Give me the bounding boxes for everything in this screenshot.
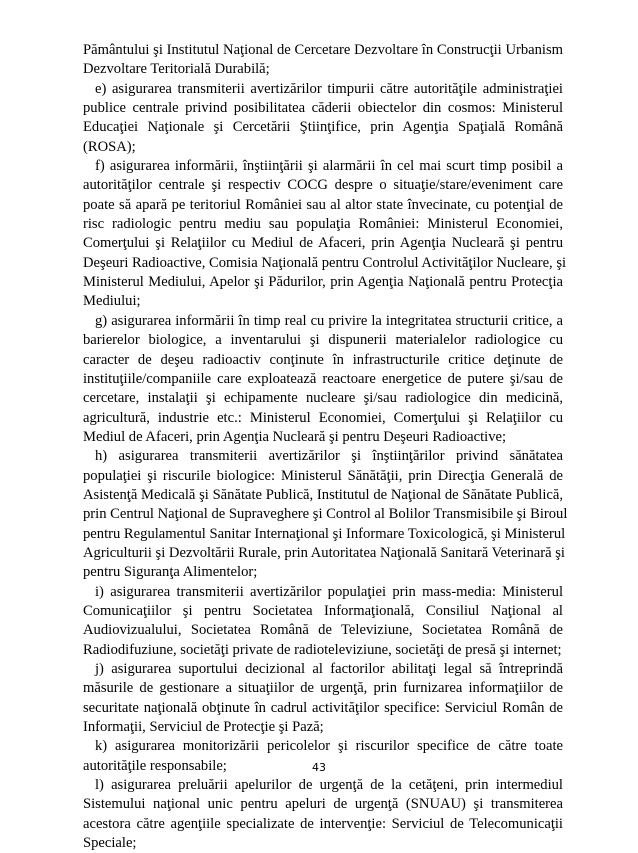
text-line: f) asigurarea informării, înştiinţării şi alarmării în cel mai scurt timp posibil a [95,158,563,175]
text-line: măsurile de gestionare a situaţiilor de urgenţă, prin furnizarea informaţiilor de [83,680,563,697]
text-line: prin Centrul Naţional de Supraveghere şi Control al Bolilor Transmisibile şi Biroul [83,506,568,523]
text-line: acestora către agenţiile specializate de intervenţie: Serviciul de Telecomunicaţii [83,815,563,832]
text-line: k) asigurarea monitorizării pericolelor şi riscurilor specifice de către toate [95,738,563,755]
text-line: j) asigurarea suportului decizional al factorilor abilitaţi legal să întreprindă [95,661,563,677]
text-line: Mediul de Afaceri, prin Agenţia Nucleară şi pentru Deşeuri Radioactive; [83,428,507,445]
text-line: h) asigurarea transmiterii avertizărilor şi înştiinţărilor privind sănătatea [95,448,563,465]
paragraph-l [83,776,563,853]
paragraph-continuation [83,41,563,80]
paragraph-e [83,80,563,157]
paragraph-h [83,447,568,582]
text-line: poate să apară pe teritoriul României sau al altor state învecinate, cu potenţial de [83,196,563,213]
text-line: Educaţiei Naţionale şi Cercetării Ştiinţifice, prin Agenţia Spaţială Română [83,119,563,136]
text-line: Audiovizualului, Societatea Română de Televiziune, Societatea Română de [83,622,563,639]
text-line: autorităţilor centrale şi respectiv COCG despre o situaţie/stare/eveniment care [83,177,563,194]
text-line: Speciale; [83,835,137,852]
text-line: Ministerul Mediului, Apelor şi Pădurilor, prin Agenţia Naţională pentru Protecţia [83,274,563,291]
page-number: 43 [312,761,326,774]
paragraph-g [83,312,563,447]
text-line: Comerţului şi Relaţiilor cu Mediul de Afaceri, prin Agenţia Nucleară şi pentru [83,235,563,252]
text-line: Deşeuri Radioactive, Comisia Naţională pentru Controlul Activităţilor Nucleare, şi [83,254,567,271]
text-line: Asistenţă Medicală şi Sănătate Publică, Institutul de Naţional de Sănătate Publică, [83,486,563,503]
text-line: securitate naţională obţinute în cadrul activităţilor specifice: Serviciul Român de [83,699,563,716]
text-line: Comunicaţiilor şi pentru Societatea Informaţională, Consiliul Naţional al [83,602,563,619]
text-line: cercetare, instalaţii şi echipamente nucleare şi/sau radiologice din medicină, [83,390,563,407]
text-line: Radiodifuziune, societăţi private de radioteleviziune, societăţi de presă şi internet; [83,641,562,658]
text-line: instituţiile/companiile care exploatează reactoare energetice de putere şi/sau de [83,370,563,387]
text-line: l) asigurarea preluării apelurilor de urgenţă de la cetăţeni, prin intermediul [95,777,563,794]
text-line: risc radiologic pentru mediu sau populaţia României: Ministerul Economiei, [83,216,563,233]
text-line: barierelor biologice, a inventarului şi dispunerii materialelor radiologice cu [83,332,563,349]
text-line: pentru Siguranţa Alimentelor; [83,564,258,581]
text-line: populaţiei şi riscurile biologice: Ministerul Sănătăţii, prin Direcţia Generală de [83,467,563,484]
text-line: i) asigurarea transmiterii avertizărilor populaţiei prin mass-media: Ministerul [95,583,563,600]
text-line: publice centrale privind posibilitatea căderii obiectelor din cosmos: Ministerul [83,100,563,117]
text-line: Sistemului naţional unic pentru apeluri de urgenţă (SNUAU) şi transmiterea [83,796,563,813]
paragraph-i [83,583,563,660]
paragraph-f [83,157,567,312]
text-line: Mediului; [83,293,141,310]
text-line: Informaţii, Serviciul de Protecţie şi Pază; [83,719,324,736]
text-line: g) asigurarea informării în timp real cu privire la integritatea structurii critice, a [95,312,563,329]
text-line: autorităţile responsabile; [83,757,227,774]
document-page [83,41,568,853]
text-line: Pământului şi Institutul Naţional de Cercetare Dezvoltare în Construcţii Urbanism [83,42,563,58]
text-line: pentru Regulamentul Sanitar Internaţional şi Informare Toxicologică, şi Ministerul [83,525,566,542]
text-line: (ROSA); [83,138,136,155]
text-line: agricultură, industrie etc.: Ministerul Economiei, Comerţului şi Relaţiilor cu [83,409,563,426]
text-line: Dezvoltare Teritorială Durabilă; [83,61,270,78]
text-line: Agriculturii şi Dezvoltării Rurale, prin Autoritatea Naţională Sanitară Veterinară şi [83,544,565,561]
text-line: caracter de deşeu radioactiv conţinute în infrastructurile critice deţinute de [83,351,563,368]
paragraph-j [83,660,563,737]
text-line: e) asigurarea transmiterii avertizărilor timpurii către autorităţile administraţiei [95,80,563,97]
